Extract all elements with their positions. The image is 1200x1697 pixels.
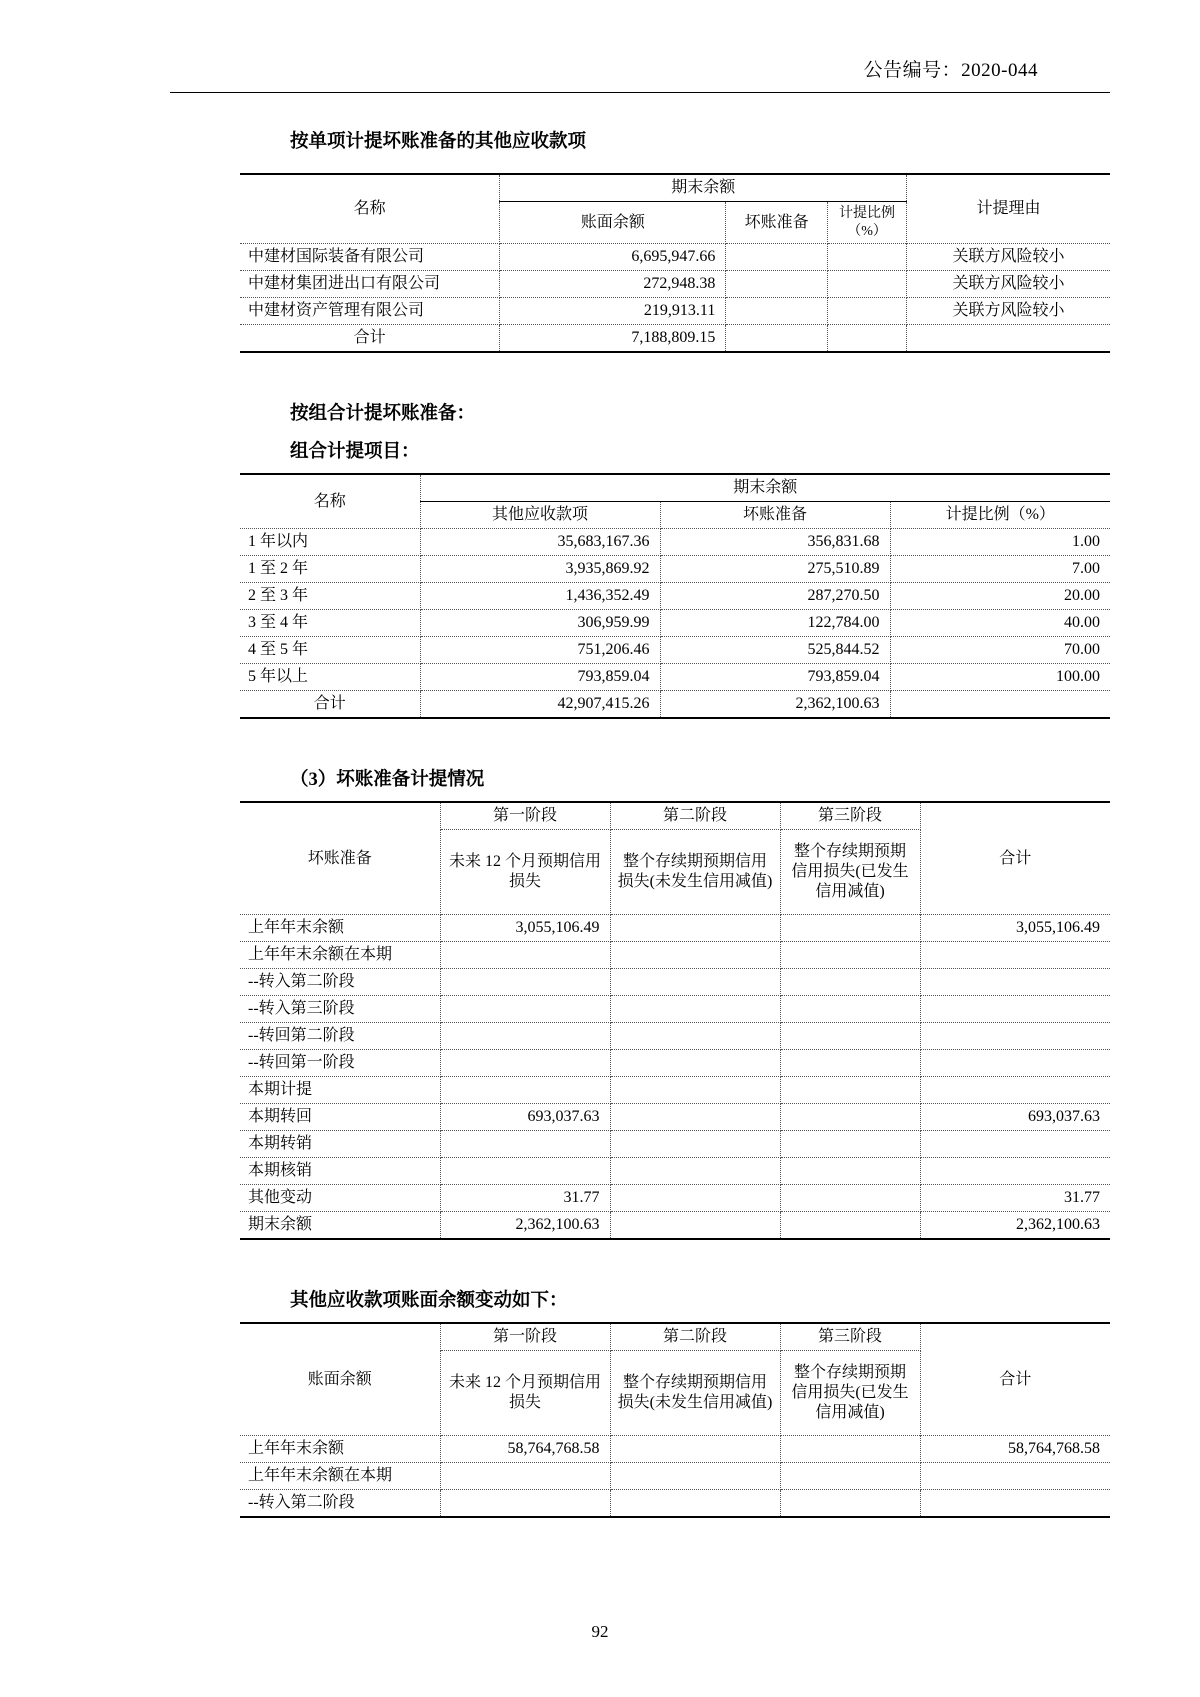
cell-stage3 xyxy=(780,915,920,942)
cell-age: 3 至 4 年 xyxy=(240,610,420,637)
table-header-row xyxy=(240,1323,1110,1351)
col-header-bad-debt: 坏账准备 xyxy=(660,502,890,529)
cell-total xyxy=(920,1023,1110,1050)
table-single-item-bad-debt xyxy=(240,173,1110,353)
table-total-row xyxy=(240,691,1110,719)
col-header-bad-debt: 坏账准备 xyxy=(726,202,828,244)
cell-bad-debt xyxy=(726,325,828,353)
cell-total xyxy=(920,942,1110,969)
col-header-stage2-desc: 整个存续期预期信用损失(未发生信用减值) xyxy=(610,830,780,915)
cell-bad-debt xyxy=(726,271,828,298)
cell-age: 4 至 5 年 xyxy=(240,637,420,664)
cell-label: 上年年末余额 xyxy=(240,915,440,942)
cell-label: 上年年末余额在本期 xyxy=(240,1463,440,1490)
table-row xyxy=(240,244,1110,271)
cell-stage1 xyxy=(440,1131,610,1158)
table-row xyxy=(240,1185,1110,1212)
cell-total: 2,362,100.63 xyxy=(920,1212,1110,1240)
cell-label: 本期计提 xyxy=(240,1077,440,1104)
cell-ratio: 70.00 xyxy=(890,637,1110,664)
col-header-period-end: 期末余额 xyxy=(500,174,907,202)
cell-label: 上年年末余额在本期 xyxy=(240,942,440,969)
table-header-row xyxy=(240,174,1110,202)
col-header-stage1-desc: 未来 12 个月预期信用损失 xyxy=(440,1351,610,1436)
table-row xyxy=(240,942,1110,969)
cell-ratio: 100.00 xyxy=(890,664,1110,691)
table-bad-debt-stages xyxy=(240,801,1110,1240)
cell-total xyxy=(920,1490,1110,1518)
cell-stage3 xyxy=(780,1436,920,1463)
section1-title: 按单项计提坏账准备的其他应收款项 xyxy=(290,132,587,152)
cell-bad-debt: 287,270.50 xyxy=(660,583,890,610)
table-row xyxy=(240,1490,1110,1518)
cell-receivable: 3,935,869.92 xyxy=(420,556,660,583)
cell-stage2 xyxy=(610,1436,780,1463)
col-header-ratio: 计提比例（%） xyxy=(890,502,1110,529)
cell-total xyxy=(920,1158,1110,1185)
cell-total: 58,764,768.58 xyxy=(920,1436,1110,1463)
cell-total xyxy=(920,1463,1110,1490)
cell-ratio: 20.00 xyxy=(890,583,1110,610)
cell-stage3 xyxy=(780,969,920,996)
cell-total xyxy=(920,996,1110,1023)
cell-stage3 xyxy=(780,996,920,1023)
cell-book-balance: 6,695,947.66 xyxy=(500,244,726,271)
announcement-number: 公告编号：2020-044 xyxy=(863,60,1038,81)
col-header-stage1-desc: 未来 12 个月预期信用损失 xyxy=(440,830,610,915)
cell-total: 3,055,106.49 xyxy=(920,915,1110,942)
col-header-stage2: 第二阶段 xyxy=(610,1323,780,1351)
cell-ratio xyxy=(828,244,907,271)
cell-label: 本期核销 xyxy=(240,1158,440,1185)
cell-stage3 xyxy=(780,1158,920,1185)
table-portfolio-bad-debt xyxy=(240,473,1110,719)
cell-bad-debt: 356,831.68 xyxy=(660,529,890,556)
cell-stage1 xyxy=(440,1023,610,1050)
cell-bad-debt: 122,784.00 xyxy=(660,610,890,637)
cell-stage2 xyxy=(610,1077,780,1104)
table-total-row xyxy=(240,325,1110,353)
cell-reason: 关联方风险较小 xyxy=(907,271,1110,298)
cell-bad-debt xyxy=(726,298,828,325)
cell-stage1 xyxy=(440,996,610,1023)
cell-bad-debt: 275,510.89 xyxy=(660,556,890,583)
cell-stage1 xyxy=(440,1158,610,1185)
table-row xyxy=(240,1023,1110,1050)
page-number: 92 xyxy=(591,1622,609,1641)
table-row xyxy=(240,583,1110,610)
cell-ratio xyxy=(828,271,907,298)
cell-ratio xyxy=(890,691,1110,719)
cell-ratio: 7.00 xyxy=(890,556,1110,583)
cell-stage1 xyxy=(440,969,610,996)
cell-book-balance: 219,913.11 xyxy=(500,298,726,325)
table-row xyxy=(240,915,1110,942)
table-row xyxy=(240,664,1110,691)
cell-receivable: 35,683,167.36 xyxy=(420,529,660,556)
table-row xyxy=(240,1463,1110,1490)
cell-label: --转入第三阶段 xyxy=(240,996,440,1023)
col-header-period-end: 期末余额 xyxy=(420,474,1110,502)
cell-bad-debt: 2,362,100.63 xyxy=(660,691,890,719)
cell-stage1: 3,055,106.49 xyxy=(440,915,610,942)
table-book-balance-stages xyxy=(240,1322,1110,1518)
cell-stage3 xyxy=(780,1131,920,1158)
cell-total: 31.77 xyxy=(920,1185,1110,1212)
cell-stage1 xyxy=(440,1490,610,1518)
table-header-row xyxy=(240,802,1110,830)
cell-stage2 xyxy=(610,1104,780,1131)
cell-receivable: 793,859.04 xyxy=(420,664,660,691)
cell-stage3 xyxy=(780,1077,920,1104)
cell-stage1 xyxy=(440,1463,610,1490)
cell-stage2 xyxy=(610,915,780,942)
cell-stage3 xyxy=(780,1023,920,1050)
table-row xyxy=(240,1077,1110,1104)
table-row xyxy=(240,1104,1110,1131)
cell-label: --转回第二阶段 xyxy=(240,1023,440,1050)
cell-age: 1 至 2 年 xyxy=(240,556,420,583)
cell-ratio: 40.00 xyxy=(890,610,1110,637)
cell-ratio: 1.00 xyxy=(890,529,1110,556)
cell-book-balance: 272,948.38 xyxy=(500,271,726,298)
col-header-total: 合计 xyxy=(920,1323,1110,1436)
section2-title: 按组合计提坏账准备： xyxy=(290,404,476,424)
cell-total xyxy=(920,1077,1110,1104)
table-row xyxy=(240,1050,1110,1077)
table-row xyxy=(240,1158,1110,1185)
table-row xyxy=(240,271,1110,298)
cell-bad-debt: 525,844.52 xyxy=(660,637,890,664)
table-row xyxy=(240,529,1110,556)
cell-age: 2 至 3 年 xyxy=(240,583,420,610)
cell-stage3 xyxy=(780,942,920,969)
col-header-stage3-desc: 整个存续期预期信用损失(已发生信用减值) xyxy=(780,830,920,915)
cell-stage2 xyxy=(610,996,780,1023)
col-header-stage1: 第一阶段 xyxy=(440,802,610,830)
col-header-stage3: 第三阶段 xyxy=(780,1323,920,1351)
col-header-name: 名称 xyxy=(240,474,420,529)
cell-label: --转入第二阶段 xyxy=(240,1490,440,1518)
cell-stage3 xyxy=(780,1050,920,1077)
table-row xyxy=(240,298,1110,325)
cell-stage2 xyxy=(610,1023,780,1050)
col-header-stage2: 第二阶段 xyxy=(610,802,780,830)
cell-stage3 xyxy=(780,1104,920,1131)
cell-stage1: 2,362,100.63 xyxy=(440,1212,610,1240)
col-header-stage2-desc: 整个存续期预期信用损失(未发生信用减值) xyxy=(610,1351,780,1436)
page-header xyxy=(90,55,1110,82)
cell-stage1 xyxy=(440,942,610,969)
cell-label: --转回第一阶段 xyxy=(240,1050,440,1077)
cell-name: 中建材国际装备有限公司 xyxy=(240,244,500,271)
cell-stage1: 693,037.63 xyxy=(440,1104,610,1131)
section4-title: 其他应收款项账面余额变动如下： xyxy=(290,1291,568,1311)
cell-receivable: 306,959.99 xyxy=(420,610,660,637)
cell-name: 中建材资产管理有限公司 xyxy=(240,298,500,325)
cell-label: 其他变动 xyxy=(240,1185,440,1212)
cell-label: 本期转销 xyxy=(240,1131,440,1158)
cell-stage1 xyxy=(440,1077,610,1104)
col-header-reason: 计提理由 xyxy=(907,174,1110,244)
cell-name: 合计 xyxy=(240,325,500,353)
cell-reason: 关联方风险较小 xyxy=(907,244,1110,271)
col-header-rowlabel: 坏账准备 xyxy=(240,802,440,915)
cell-receivable: 42,907,415.26 xyxy=(420,691,660,719)
col-header-total: 合计 xyxy=(920,802,1110,915)
cell-stage1: 58,764,768.58 xyxy=(440,1436,610,1463)
cell-stage1: 31.77 xyxy=(440,1185,610,1212)
cell-stage2 xyxy=(610,1185,780,1212)
col-header-stage3: 第三阶段 xyxy=(780,802,920,830)
cell-stage2 xyxy=(610,969,780,996)
cell-stage2 xyxy=(610,1490,780,1518)
cell-total xyxy=(920,1050,1110,1077)
cell-age: 5 年以上 xyxy=(240,664,420,691)
table-row xyxy=(240,1212,1110,1240)
col-header-book-balance: 账面余额 xyxy=(500,202,726,244)
cell-stage1 xyxy=(440,1050,610,1077)
cell-reason: 关联方风险较小 xyxy=(907,298,1110,325)
cell-stage2 xyxy=(610,1050,780,1077)
cell-stage3 xyxy=(780,1212,920,1240)
cell-age: 合计 xyxy=(240,691,420,719)
cell-stage2 xyxy=(610,1212,780,1240)
cell-stage2 xyxy=(610,1131,780,1158)
cell-label: 上年年末余额 xyxy=(240,1436,440,1463)
cell-stage3 xyxy=(780,1463,920,1490)
section3-title: （3）坏账准备计提情况 xyxy=(290,770,485,790)
cell-book-balance: 7,188,809.15 xyxy=(500,325,726,353)
cell-receivable: 751,206.46 xyxy=(420,637,660,664)
cell-total xyxy=(920,969,1110,996)
table-row xyxy=(240,996,1110,1023)
cell-name: 中建材集团进出口有限公司 xyxy=(240,271,500,298)
cell-reason xyxy=(907,325,1110,353)
table-row xyxy=(240,969,1110,996)
table-row xyxy=(240,610,1110,637)
col-header-other-receivable: 其他应收款项 xyxy=(420,502,660,529)
cell-label: --转入第二阶段 xyxy=(240,969,440,996)
cell-label: 期末余额 xyxy=(240,1212,440,1240)
cell-ratio xyxy=(828,298,907,325)
col-header-ratio: 计提比例（%） xyxy=(828,202,907,244)
cell-total xyxy=(920,1131,1110,1158)
cell-stage3 xyxy=(780,1185,920,1212)
cell-age: 1 年以内 xyxy=(240,529,420,556)
col-header-name: 名称 xyxy=(240,174,500,244)
cell-receivable: 1,436,352.49 xyxy=(420,583,660,610)
col-header-rowlabel: 账面余额 xyxy=(240,1323,440,1436)
cell-stage3 xyxy=(780,1490,920,1518)
section2-subtitle: 组合计提项目： xyxy=(290,442,420,462)
cell-stage2 xyxy=(610,1158,780,1185)
cell-stage2 xyxy=(610,942,780,969)
table-row xyxy=(240,637,1110,664)
cell-label: 本期转回 xyxy=(240,1104,440,1131)
cell-stage2 xyxy=(610,1463,780,1490)
table-row xyxy=(240,1131,1110,1158)
cell-bad-debt xyxy=(726,244,828,271)
table-row xyxy=(240,556,1110,583)
table-row xyxy=(240,1436,1110,1463)
table-header-row xyxy=(240,474,1110,502)
cell-total: 693,037.63 xyxy=(920,1104,1110,1131)
cell-ratio xyxy=(828,325,907,353)
col-header-stage1: 第一阶段 xyxy=(440,1323,610,1351)
cell-bad-debt: 793,859.04 xyxy=(660,664,890,691)
col-header-stage3-desc: 整个存续期预期信用损失(已发生信用减值) xyxy=(780,1351,920,1436)
